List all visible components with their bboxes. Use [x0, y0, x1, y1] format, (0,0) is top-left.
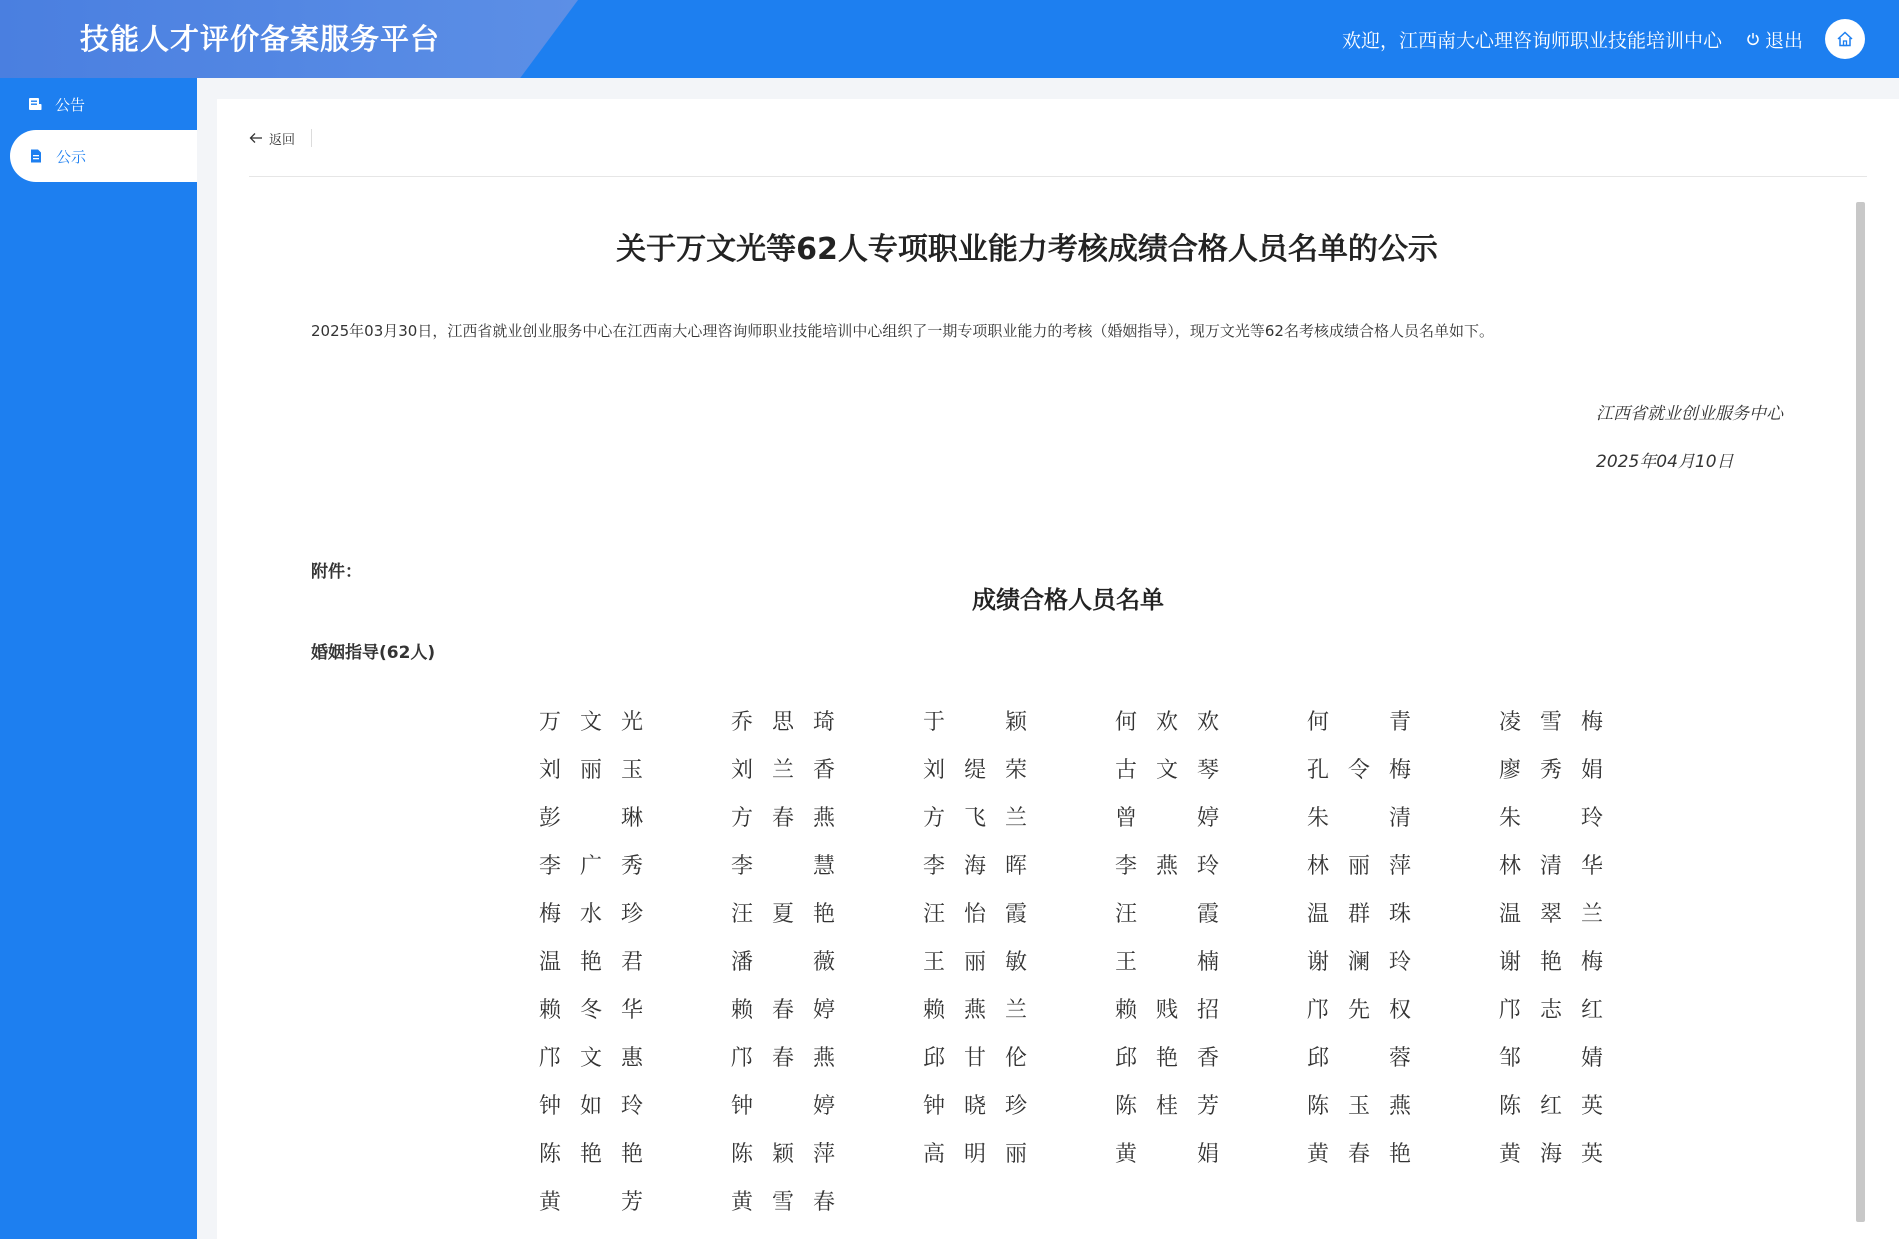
power-icon	[1746, 32, 1760, 46]
sidebar-item-announcement[interactable]	[0, 78, 197, 130]
document-icon	[28, 148, 44, 164]
person-name: 林 丽 萍	[1307, 854, 1411, 879]
person-name: 赖 燕 兰	[923, 998, 1027, 1023]
platform-title: 技能人才评价备案服务平台	[80, 22, 441, 56]
person-name: 陈 艳 艳	[539, 1142, 643, 1167]
person-name: 陈 桂 芳	[1115, 1094, 1219, 1119]
person-name: 曾 婷	[1115, 806, 1219, 831]
name-list	[539, 699, 1639, 1227]
person-name: 邱 艳 香	[1115, 1046, 1219, 1071]
person-name: 于 颖	[923, 710, 1027, 735]
scrollbar[interactable]	[1856, 202, 1865, 1222]
person-name: 赖 冬 华	[539, 998, 643, 1023]
category-heading: 婚姻指导(62人)	[311, 643, 436, 663]
back-label: 返回	[269, 132, 296, 148]
person-name: 潘 薇	[731, 950, 835, 975]
sidebar-item-label: 公告	[55, 95, 86, 114]
logout-label: 退出	[1764, 29, 1803, 52]
person-name: 汪 夏 艳	[731, 902, 835, 927]
person-name: 黄 雪 春	[731, 1190, 835, 1215]
person-name: 钟 晓 珍	[923, 1094, 1027, 1119]
sidebar	[0, 78, 197, 1239]
arrow-left-icon	[249, 132, 263, 144]
person-name: 朱 清	[1307, 806, 1411, 831]
person-name: 万 文 光	[539, 710, 643, 735]
person-name: 彭 琳	[539, 806, 643, 831]
back-button[interactable]	[249, 129, 312, 147]
person-name: 谢 艳 梅	[1499, 950, 1603, 975]
person-name: 刘 丽 玉	[539, 758, 643, 783]
home-button[interactable]	[1825, 19, 1865, 59]
notice-body: 2025年03月30日，江西省就业创业服务中心在江西南大心理咨询师职业技能培训中心组织了一期专项职业能力的考核（婚姻指导），现万文光等62名考核成绩合格人员名单如下。	[311, 322, 1494, 340]
person-name: 李 慧	[731, 854, 835, 879]
person-name: 邝 春 燕	[731, 1046, 835, 1071]
person-name: 何 欢 欢	[1115, 710, 1219, 735]
person-name: 黄 春 艳	[1307, 1142, 1411, 1167]
person-name: 温 群 珠	[1307, 902, 1411, 927]
person-name: 方 春 燕	[731, 806, 835, 831]
welcome-text: 欢迎，江西南大心理咨询师职业技能培训中心	[1341, 29, 1722, 52]
person-name: 李 燕 玲	[1115, 854, 1219, 879]
person-name: 赖 春 婷	[731, 998, 835, 1023]
person-name: 陈 红 英	[1499, 1094, 1603, 1119]
sidebar-item-label: 公示	[56, 147, 87, 166]
person-name: 乔 思 琦	[731, 710, 835, 735]
person-name: 陈 颖 萍	[731, 1142, 835, 1167]
person-name: 孔 令 梅	[1307, 758, 1411, 783]
person-name: 邱 甘 伦	[923, 1046, 1027, 1071]
issuer-name: 江西省就业创业服务中心	[1596, 404, 1783, 424]
person-name: 温 翠 兰	[1499, 902, 1603, 927]
person-name: 林 清 华	[1499, 854, 1603, 879]
person-name: 方 飞 兰	[923, 806, 1027, 831]
person-name: 廖 秀 娟	[1499, 758, 1603, 783]
person-name: 黄 海 英	[1499, 1142, 1603, 1167]
person-name: 李 海 晖	[923, 854, 1027, 879]
person-name: 邝 文 惠	[539, 1046, 643, 1071]
person-name: 陈 玉 燕	[1307, 1094, 1411, 1119]
logout-button[interactable]	[1746, 26, 1803, 53]
person-name: 朱 玲	[1499, 806, 1603, 831]
person-name: 谢 澜 玲	[1307, 950, 1411, 975]
top-header	[0, 0, 1899, 78]
person-name: 刘 缇 荣	[923, 758, 1027, 783]
person-name: 汪 怡 霞	[923, 902, 1027, 927]
person-name: 邝 志 红	[1499, 998, 1603, 1023]
person-name: 李 广 秀	[539, 854, 643, 879]
person-name: 刘 兰 香	[731, 758, 835, 783]
home-icon	[1836, 30, 1854, 48]
content-card	[217, 99, 1899, 1239]
person-name: 钟 如 玲	[539, 1094, 643, 1119]
header-user-area	[1342, 0, 1865, 78]
person-name: 黄 芳	[539, 1190, 643, 1215]
back-bar	[249, 129, 1867, 177]
person-name: 王 楠	[1115, 950, 1219, 975]
list-title: 成绩合格人员名单	[972, 586, 1164, 614]
person-name: 黄 娟	[1115, 1142, 1219, 1167]
announcement-icon	[27, 96, 43, 112]
issue-date: 2025年04月10日	[1596, 452, 1734, 472]
sidebar-item-publicity[interactable]	[10, 130, 197, 182]
person-name: 邝 先 权	[1307, 998, 1411, 1023]
person-name: 邱 蓉	[1307, 1046, 1411, 1071]
person-name: 梅 水 珍	[539, 902, 643, 927]
person-name: 古 文 琴	[1115, 758, 1219, 783]
person-name: 高 明 丽	[923, 1142, 1027, 1167]
page-title: 关于万文光等62人专项职业能力考核成绩合格人员名单的公示	[616, 232, 1438, 267]
person-name: 王 丽 敏	[923, 950, 1027, 975]
person-name: 何 青	[1307, 710, 1411, 735]
person-name: 温 艳 君	[539, 950, 643, 975]
person-name: 钟 婷	[731, 1094, 835, 1119]
attachment-label: 附件：	[311, 562, 362, 582]
person-name: 汪 霞	[1115, 902, 1219, 927]
person-name: 凌 雪 梅	[1499, 710, 1603, 735]
person-name: 邹 婧	[1499, 1046, 1603, 1071]
person-name: 赖 贱 招	[1115, 998, 1219, 1023]
